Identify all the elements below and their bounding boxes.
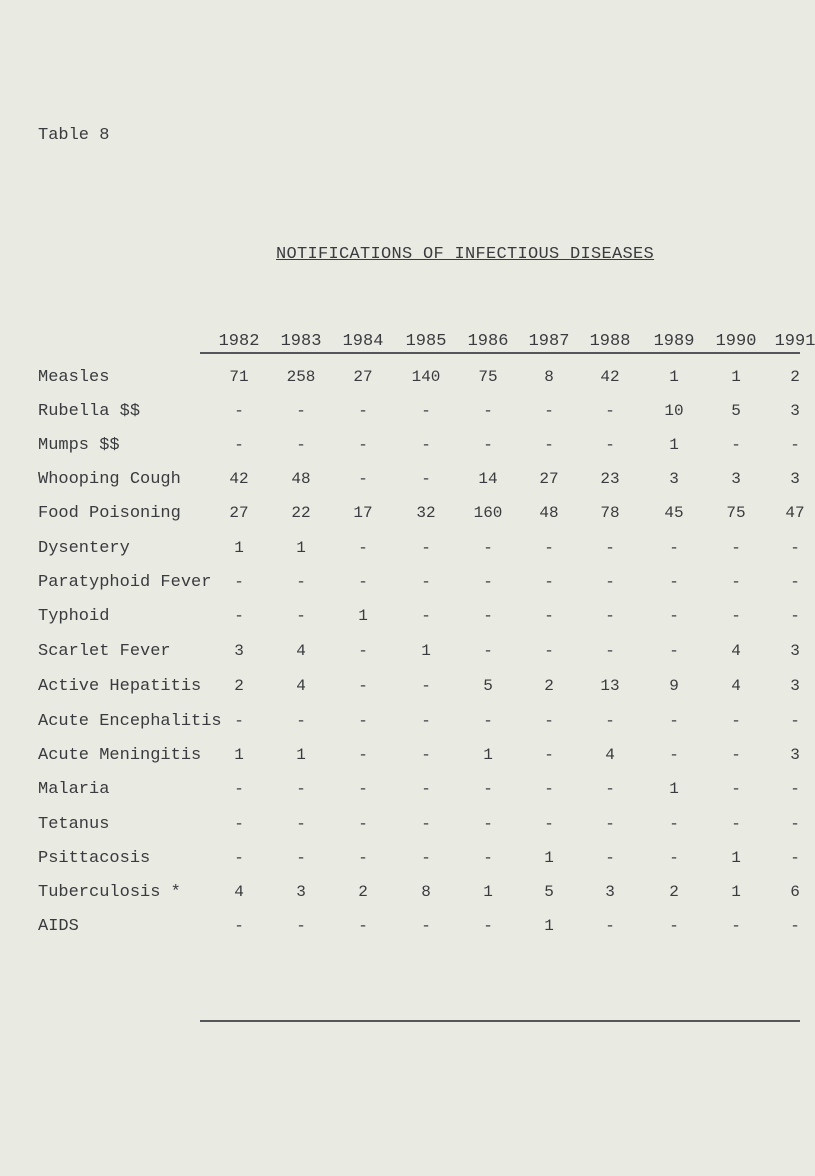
year-header: 1984 — [342, 332, 384, 351]
year-header: 1986 — [467, 332, 509, 351]
table-cell: - — [483, 402, 493, 420]
table-cell: - — [669, 815, 679, 833]
table-cell: - — [421, 780, 431, 798]
table-cell: 71 — [229, 368, 249, 386]
table-cell: 2 — [234, 677, 244, 695]
table-cell: 1 — [483, 883, 493, 901]
table-cell: - — [234, 917, 244, 935]
table-row — [0, 436, 800, 460]
disease-name: Measles — [38, 368, 110, 387]
table-cell: - — [421, 436, 431, 454]
table-cell: 42 — [229, 470, 249, 488]
table-cell: 2 — [790, 368, 800, 386]
disease-name: Scarlet Fever — [38, 642, 171, 661]
table-cell: - — [605, 917, 615, 935]
table-cell: - — [296, 402, 306, 420]
table-cell: 4 — [731, 677, 741, 695]
table-cell: - — [358, 746, 368, 764]
table-cell: 1 — [483, 746, 493, 764]
table-cell: 2 — [544, 677, 554, 695]
table-cell: 1 — [669, 368, 679, 386]
table-cell: 3 — [669, 470, 679, 488]
table-cell: 4 — [731, 642, 741, 660]
disease-name: Tetanus — [38, 815, 110, 834]
table-cell: - — [731, 815, 741, 833]
disease-name: Active Hepatitis — [38, 677, 202, 696]
table-row — [0, 402, 800, 426]
table-cell: - — [544, 642, 554, 660]
table-cell: - — [544, 815, 554, 833]
year-header: 1985 — [405, 332, 447, 351]
table-cell: - — [544, 746, 554, 764]
year-header: 1983 — [280, 332, 322, 351]
table-cell: - — [234, 712, 244, 730]
table-cell: 1 — [296, 746, 306, 764]
table-cell: 27 — [353, 368, 373, 386]
table-cell: 45 — [664, 504, 684, 522]
table-cell: - — [669, 642, 679, 660]
table-cell: 4 — [234, 883, 244, 901]
table-cell: 4 — [605, 746, 615, 764]
table-cell: - — [358, 849, 368, 867]
year-header: 1989 — [653, 332, 695, 351]
table-cell: - — [421, 470, 431, 488]
table-cell: 3 — [790, 402, 800, 420]
table-cell: - — [421, 539, 431, 557]
table-cell: - — [483, 815, 493, 833]
table-row — [0, 780, 800, 804]
table-row — [0, 712, 800, 736]
table-cell: 5 — [544, 883, 554, 901]
table-cell: - — [483, 573, 493, 591]
table-cell: - — [358, 712, 368, 730]
table-cell: 3 — [296, 883, 306, 901]
table-cell: 1 — [296, 539, 306, 557]
table-cell: - — [669, 573, 679, 591]
disease-name: Malaria — [38, 780, 110, 799]
table-cell: 1 — [669, 436, 679, 454]
table-cell: - — [544, 780, 554, 798]
table-row — [0, 607, 800, 631]
year-header-row — [0, 332, 815, 354]
header-rule — [200, 352, 800, 354]
table-row — [0, 539, 800, 563]
table-cell: 3 — [790, 470, 800, 488]
table-cell: - — [544, 712, 554, 730]
table-cell: 47 — [785, 504, 805, 522]
table-cell: - — [483, 642, 493, 660]
year-header: 1982 — [218, 332, 260, 351]
table-cell: 48 — [291, 470, 311, 488]
table-cell: - — [296, 607, 306, 625]
table-cell: - — [483, 436, 493, 454]
table-cell: 75 — [478, 368, 498, 386]
table-cell: - — [421, 573, 431, 591]
table-cell: - — [296, 780, 306, 798]
table-cell: 27 — [229, 504, 249, 522]
disease-name: Rubella $$ — [38, 402, 141, 421]
table-cell: 160 — [473, 504, 503, 522]
disease-name: Acute Encephalitis — [38, 712, 222, 731]
table-cell: - — [296, 815, 306, 833]
table-cell: 13 — [600, 677, 620, 695]
table-cell: - — [605, 849, 615, 867]
disease-name: Typhoid — [38, 607, 110, 626]
table-cell: - — [731, 917, 741, 935]
table-cell: 5 — [483, 677, 493, 695]
table-cell: 1 — [234, 746, 244, 764]
table-label: Table 8 — [38, 126, 110, 145]
table-cell: 2 — [669, 883, 679, 901]
table-cell: - — [790, 780, 800, 798]
year-header: 1987 — [528, 332, 570, 351]
table-cell: 3 — [790, 746, 800, 764]
table-cell: - — [483, 712, 493, 730]
table-row — [0, 883, 800, 907]
table-cell: - — [605, 539, 615, 557]
table-cell: - — [731, 607, 741, 625]
table-cell: - — [669, 746, 679, 764]
table-cell: 1 — [669, 780, 679, 798]
table-cell: - — [421, 607, 431, 625]
table-cell: - — [483, 607, 493, 625]
table-cell: 1 — [544, 849, 554, 867]
table-cell: - — [544, 436, 554, 454]
table-cell: 8 — [544, 368, 554, 386]
year-header: 1990 — [715, 332, 757, 351]
table-cell: 1 — [731, 849, 741, 867]
table-cell: - — [234, 607, 244, 625]
table-cell: - — [731, 539, 741, 557]
table-cell: - — [483, 539, 493, 557]
table-cell: - — [605, 780, 615, 798]
table-cell: - — [358, 780, 368, 798]
table-row — [0, 470, 800, 494]
table-cell: 22 — [291, 504, 311, 522]
table-cell: - — [358, 815, 368, 833]
disease-name: Tuberculosis * — [38, 883, 181, 902]
table-cell: - — [234, 780, 244, 798]
table-cell: - — [421, 677, 431, 695]
table-cell: - — [669, 849, 679, 867]
disease-name: Paratyphoid Fever — [38, 573, 212, 592]
table-row — [0, 504, 805, 528]
table-cell: - — [605, 607, 615, 625]
table-cell: - — [421, 712, 431, 730]
table-cell: - — [605, 436, 615, 454]
table-cell: 258 — [286, 368, 316, 386]
table-cell: 140 — [411, 368, 441, 386]
table-cell: 3 — [605, 883, 615, 901]
table-cell: - — [669, 539, 679, 557]
table-cell: - — [234, 815, 244, 833]
table-cell: - — [731, 712, 741, 730]
table-cell: - — [731, 780, 741, 798]
table-cell: - — [790, 607, 800, 625]
table-cell: - — [296, 849, 306, 867]
table-cell: - — [296, 917, 306, 935]
table-cell: - — [605, 573, 615, 591]
table-cell: - — [296, 712, 306, 730]
table-cell: - — [358, 402, 368, 420]
table-cell: - — [421, 402, 431, 420]
table-cell: 2 — [358, 883, 368, 901]
table-cell: - — [605, 402, 615, 420]
table-cell: - — [358, 573, 368, 591]
table-cell: 1 — [234, 539, 244, 557]
table-cell: - — [358, 677, 368, 695]
year-header: 1991 — [774, 332, 815, 351]
table-cell: - — [421, 746, 431, 764]
disease-name: Food Poisoning — [38, 504, 181, 523]
table-cell: - — [234, 849, 244, 867]
table-cell: 48 — [539, 504, 559, 522]
table-row — [0, 849, 800, 873]
year-header: 1988 — [589, 332, 631, 351]
table-cell: - — [790, 815, 800, 833]
table-row — [0, 573, 800, 597]
table-title: NOTIFICATIONS OF INFECTIOUS DISEASES — [276, 245, 655, 264]
bottom-rule — [200, 1020, 800, 1022]
table-cell: - — [731, 436, 741, 454]
table-cell: 1 — [731, 368, 741, 386]
table-row — [0, 368, 800, 392]
table-cell: - — [669, 607, 679, 625]
table-cell: - — [790, 712, 800, 730]
table-cell: - — [234, 436, 244, 454]
table-cell: 8 — [421, 883, 431, 901]
table-cell: - — [731, 746, 741, 764]
table-cell: 9 — [669, 677, 679, 695]
table-cell: - — [790, 573, 800, 591]
table-cell: 14 — [478, 470, 498, 488]
table-row — [0, 746, 800, 770]
table-row — [0, 815, 800, 839]
table-cell: 78 — [600, 504, 620, 522]
table-row — [0, 642, 800, 666]
table-cell: - — [421, 849, 431, 867]
table-cell: - — [790, 849, 800, 867]
table-cell: 4 — [296, 677, 306, 695]
table-cell: - — [358, 539, 368, 557]
disease-name: Acute Meningitis — [38, 746, 202, 765]
table-cell: - — [669, 917, 679, 935]
table-cell: - — [544, 402, 554, 420]
table-cell: - — [605, 642, 615, 660]
table-cell: - — [790, 436, 800, 454]
table-cell: - — [358, 917, 368, 935]
table-cell: 42 — [600, 368, 620, 386]
disease-name: Whooping Cough — [38, 470, 181, 489]
table-cell: 1 — [544, 917, 554, 935]
disease-name: Dysentery — [38, 539, 130, 558]
table-cell: 5 — [731, 402, 741, 420]
table-cell: - — [421, 815, 431, 833]
table-cell: 6 — [790, 883, 800, 901]
table-cell: - — [669, 712, 679, 730]
table-cell: 3 — [790, 642, 800, 660]
table-cell: - — [790, 539, 800, 557]
table-cell: - — [234, 402, 244, 420]
table-cell: 23 — [600, 470, 620, 488]
table-cell: - — [790, 917, 800, 935]
table-cell: - — [605, 815, 615, 833]
disease-name: Psittacosis — [38, 849, 151, 868]
table-cell: 3 — [234, 642, 244, 660]
table-cell: 3 — [790, 677, 800, 695]
table-cell: - — [358, 470, 368, 488]
table-cell: 10 — [664, 402, 684, 420]
disease-name: AIDS — [38, 917, 79, 936]
table-cell: 27 — [539, 470, 559, 488]
table-cell: - — [296, 436, 306, 454]
table-cell: 32 — [416, 504, 436, 522]
table-cell: - — [731, 573, 741, 591]
table-cell: - — [421, 917, 431, 935]
table-cell: - — [358, 436, 368, 454]
table-cell: - — [544, 539, 554, 557]
table-cell: 4 — [296, 642, 306, 660]
table-row — [0, 677, 800, 701]
table-cell: 3 — [731, 470, 741, 488]
table-cell: 1 — [358, 607, 368, 625]
table-cell: - — [358, 642, 368, 660]
table-cell: - — [544, 573, 554, 591]
table-cell: 1 — [731, 883, 741, 901]
table-row — [0, 917, 800, 941]
table-cell: - — [483, 917, 493, 935]
table-cell: - — [483, 780, 493, 798]
disease-name: Mumps $$ — [38, 436, 120, 455]
table-cell: - — [234, 573, 244, 591]
table-cell: 75 — [726, 504, 746, 522]
table-cell: - — [544, 607, 554, 625]
table-cell: - — [296, 573, 306, 591]
table-cell: - — [605, 712, 615, 730]
table-cell: 1 — [421, 642, 431, 660]
table-cell: - — [483, 849, 493, 867]
table-cell: 17 — [353, 504, 373, 522]
